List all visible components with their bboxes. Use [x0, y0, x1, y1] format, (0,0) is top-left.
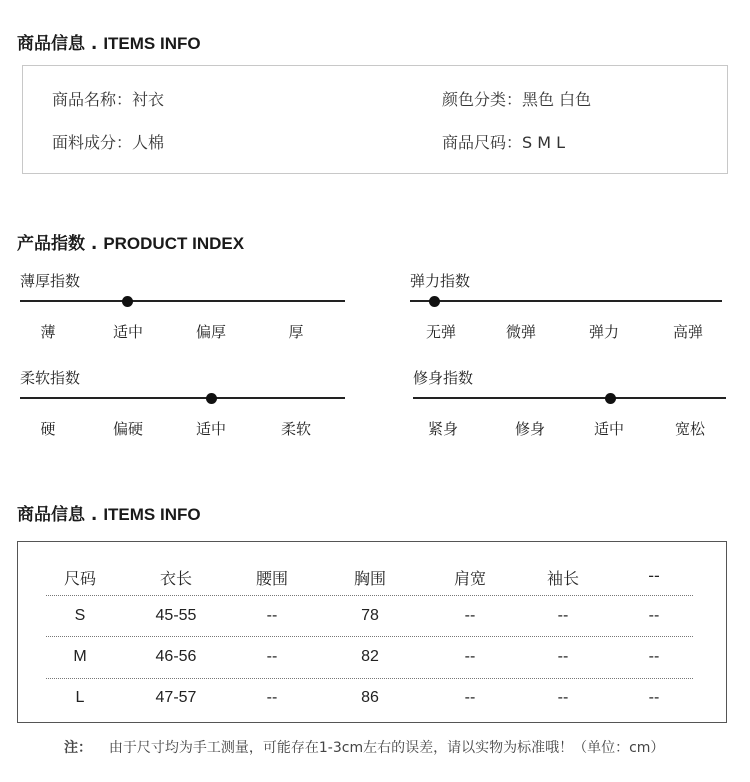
table-header-cell: 肩宽 — [453, 569, 486, 588]
index-label: 硬 — [40, 420, 56, 438]
table-cell: -- — [648, 607, 660, 624]
item-material: 面料成分：人棉 — [52, 133, 165, 152]
index-title: 弹力指数 — [410, 272, 471, 290]
table-cell: 47-57 — [155, 689, 197, 706]
index-marker — [206, 393, 217, 404]
table-row-divider — [46, 595, 693, 596]
index-track — [410, 300, 722, 302]
table-cell: -- — [266, 607, 278, 624]
table-cell: -- — [464, 648, 476, 665]
index-label: 柔软 — [280, 420, 311, 438]
item-color: 颜色分类：黑色 白色 — [442, 90, 592, 109]
item-name: 商品名称：衬衣 — [52, 90, 165, 109]
index-marker — [429, 296, 440, 307]
index-label: 紧身 — [427, 420, 458, 438]
table-cell: -- — [557, 689, 569, 706]
note-text: 由于尺寸均为手工测量，可能存在1-3cm左右的误差，请以实物为标准哦！（单位：cm） — [108, 740, 665, 756]
section-title-en: ITEMS INFO — [103, 505, 201, 524]
table-cell: -- — [464, 689, 476, 706]
index-label: 适中 — [593, 420, 624, 438]
items-info-box — [22, 65, 728, 174]
section-title-cn: 商品信息 . — [17, 505, 98, 525]
table-cell: -- — [648, 648, 660, 665]
table-cell: -- — [557, 607, 569, 624]
index-label: 微弹 — [505, 323, 536, 341]
index-label: 修身 — [514, 420, 545, 438]
table-header-cell: 衣长 — [159, 569, 192, 588]
index-label: 薄 — [40, 323, 56, 341]
index-label: 适中 — [195, 420, 226, 438]
item-size: 商品尺码：S M L — [442, 133, 566, 152]
table-cell: 45-55 — [155, 607, 197, 624]
table-header-cell: 袖长 — [546, 569, 579, 588]
table-header-cell: 胸围 — [353, 569, 386, 588]
table-cell: 86 — [361, 689, 379, 706]
index-title: 薄厚指数 — [20, 272, 81, 290]
index-track — [20, 397, 345, 399]
table-header-cell: 尺码 — [63, 569, 96, 588]
table-cell: 82 — [361, 648, 379, 665]
index-label: 无弹 — [425, 323, 456, 341]
index-title: 修身指数 — [413, 369, 474, 387]
table-cell: 78 — [361, 607, 379, 624]
index-marker — [605, 393, 616, 404]
section-title-product-index — [17, 229, 244, 254]
section-title-cn: 商品信息 . — [17, 34, 98, 54]
table-cell: -- — [648, 689, 660, 706]
index-label: 适中 — [112, 323, 143, 341]
index-marker — [122, 296, 133, 307]
table-cell: S — [74, 607, 86, 624]
table-cell: 46-56 — [155, 648, 197, 665]
section-title-en: PRODUCT INDEX — [103, 234, 245, 253]
index-label: 弹力 — [588, 323, 619, 341]
index-label: 偏厚 — [195, 323, 226, 341]
index-track — [20, 300, 345, 302]
index-title: 柔软指数 — [20, 369, 81, 387]
table-header-cell: 腰围 — [255, 569, 288, 588]
table-cell: M — [73, 648, 87, 665]
table-cell: -- — [464, 607, 476, 624]
section-title-size-info — [17, 500, 201, 525]
index-label: 高弹 — [672, 323, 703, 341]
table-row-divider — [46, 678, 693, 679]
table-cell: -- — [266, 689, 278, 706]
section-title-en: ITEMS INFO — [103, 34, 201, 53]
section-title-cn: 产品指数 . — [17, 234, 98, 254]
index-label: 厚 — [288, 323, 304, 341]
section-title-items-info — [17, 29, 201, 54]
note-label: 注： — [64, 740, 92, 756]
table-row-divider — [46, 636, 693, 637]
index-track — [413, 397, 726, 399]
index-label: 宽松 — [674, 420, 705, 438]
index-label: 偏硬 — [112, 420, 143, 438]
table-cell: L — [75, 689, 85, 706]
table-cell: -- — [266, 648, 278, 665]
table-cell: -- — [557, 648, 569, 665]
note — [64, 737, 664, 757]
table-header-cell: -- — [648, 566, 660, 585]
